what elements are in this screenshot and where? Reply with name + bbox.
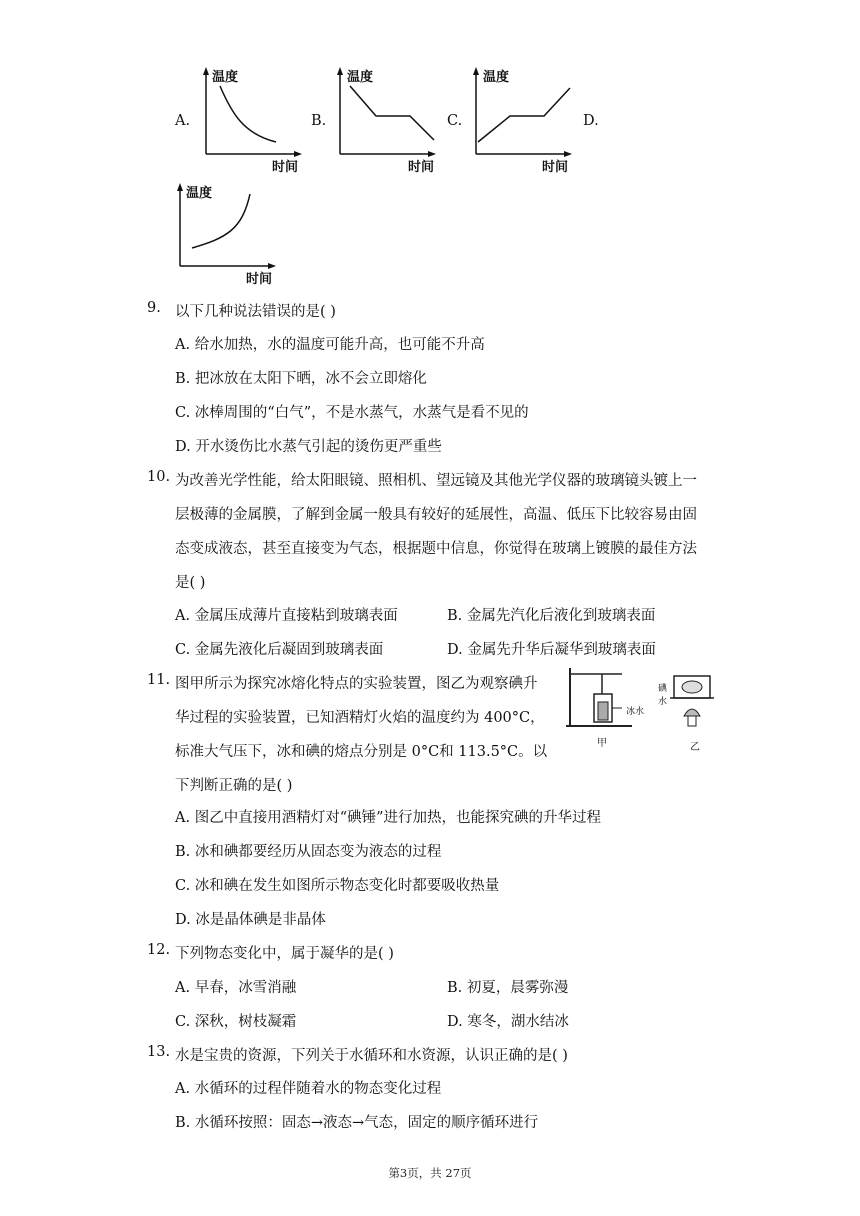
question-10-option-a: A. 金属压成薄片直接粘到玻璃表面 [175,608,398,624]
question-10-option-b: B. 金属先汽化后液化到玻璃表面 [447,608,656,624]
graph-a-y-label: 温度 [212,70,239,85]
question-11-option-b: B. 冰和碘都要经历从固态变为液态的过程 [175,844,442,860]
question-12-option-d: D. 寒冬，湖水结冰 [447,1014,569,1030]
question-11-number: 11. [147,672,171,688]
question-12-stem: 下列物态变化中，属于凝华的是( ) [175,946,394,962]
question-10-number: 10. [147,469,171,485]
graph-option-d-label: D. [583,113,599,129]
apparatus-label-ice-water: 冰水 [626,707,645,717]
question-12-option-c: C. 深秋，树枝凝霜 [175,1014,297,1030]
question-10-option-d: D. 金属先升华后凝华到玻璃表面 [447,642,656,658]
question-10-option-c: C. 金属先液化后凝固到玻璃表面 [175,642,384,658]
question-9-option-c: C. 冰棒周围的“白气”，不是水蒸气，水蒸气是看不见的 [175,405,529,421]
question-11-option-a: A. 图乙中直接用酒精灯对“碘锤”进行加热，也能探究碘的升华过程 [175,810,602,826]
graph-c-y-label: 温度 [483,70,510,85]
question-10-stem-line-3: 态变成液态，甚至直接变为气态，根据题中信息，你觉得在玻璃上镀膜的最佳方法 [175,541,697,557]
graph-option-a-label: A. [175,113,191,129]
question-12-option-a: A. 早春，冰雪消融 [175,980,297,996]
question-11-option-d: D. 冰是晶体碘是非晶体 [175,912,326,928]
question-13-option-a: A. 水循环的过程伴随着水的物态变化过程 [175,1081,442,1097]
question-13-option-b: B. 水循环按照：固态→液态→气态，固定的顺序循环进行 [175,1115,539,1131]
graph-d-x-label: 时间 [246,272,273,287]
question-13-stem: 水是宝贵的资源，下列关于水循环和水资源，认识正确的是( ) [175,1048,568,1064]
question-9-stem: 以下几种说法错误的是( ) [175,304,336,320]
graph-option-c-label: C. [447,113,463,129]
question-11-stem-line-3: 标准大气压下，冰和碘的熔点分别是 0°C和 113.5°C。以 [175,744,548,760]
question-11-option-c: C. 冰和碘在发生如图所示物态变化时都要吸收热量 [175,878,500,894]
graph-option-b-label: B. [311,113,327,129]
apparatus-label-water: 水 [658,697,668,707]
graph-a-x-label: 时间 [272,160,299,175]
question-13-number: 13. [147,1044,171,1060]
question-10-stem-line-4: 是( ) [175,575,206,591]
apparatus-label-iodine: 碘 [658,684,668,694]
question-12-number: 12. [147,942,171,958]
page-footer: 第3页，共 27页 [388,1166,472,1180]
question-11-stem-line-1: 图甲所示为探究冰熔化特点的实验装置，图乙为观察碘升 [175,676,538,692]
question-9-number: 9. [147,300,161,316]
graph-b-x-label: 时间 [408,160,435,175]
question-11-stem-line-2: 华过程的实验装置，已知酒精灯火焰的温度约为 400°C， [175,710,545,726]
question-11-stem-line-4: 下判断正确的是( ) [175,778,293,794]
question-12-option-b: B. 初夏，晨雾弥漫 [447,980,569,996]
question-10-stem-line-1: 为改善光学性能，给太阳眼镜、照相机、望远镜及其他光学仪器的玻璃镜头镀上一 [175,473,697,489]
apparatus-label-yi: 乙 [690,742,700,753]
question-10-stem-line-2: 层极薄的金属膜，了解到金属一般具有较好的延展性，高温、低压下比较容易由固 [175,507,697,523]
question-9-option-a: A. 给水加热，水的温度可能升高，也可能不升高 [175,337,485,353]
apparatus-label-jia: 甲 [597,738,607,749]
graph-d-y-label: 温度 [186,186,213,201]
question-9-option-d: D. 开水烫伤比水蒸气引起的烫伤更严重些 [175,439,442,455]
graph-c-x-label: 时间 [542,160,569,175]
graph-b-y-label: 温度 [347,70,374,85]
question-9-option-b: B. 把冰放在太阳下晒，冰不会立即熔化 [175,371,427,387]
